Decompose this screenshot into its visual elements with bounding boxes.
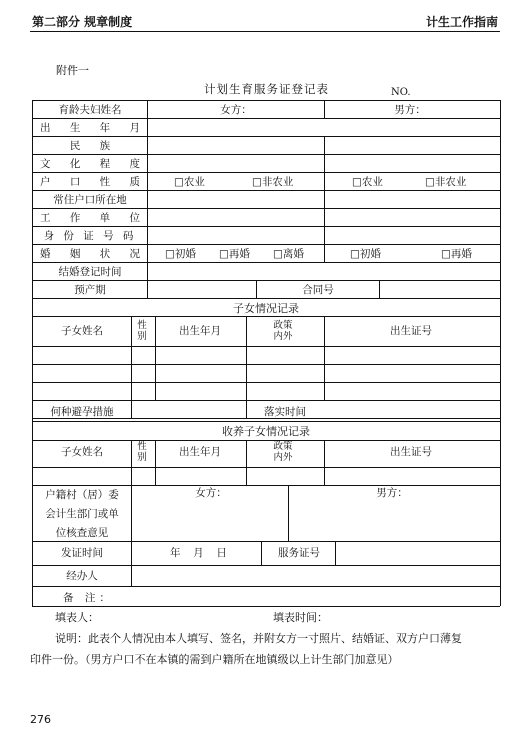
due-date-label: 预产期 [74, 284, 106, 296]
gender-header: 性别 [137, 320, 147, 343]
table-rule [155, 316, 156, 400]
wife-non-agri-option[interactable]: □非农业 [252, 176, 294, 188]
review-label-line-2: 会计生部门或单 [45, 508, 119, 520]
review-label-line-3: 位核查意见 [55, 527, 109, 539]
wife-divorced-option[interactable]: □离婚 [273, 248, 304, 260]
adopted-birth-date-header: 出生年月 [179, 446, 221, 458]
table-rule [32, 136, 500, 137]
table-rule [32, 280, 500, 281]
child-name-header: 子女姓名 [61, 325, 103, 337]
table-rule [256, 280, 257, 298]
ethnicity-label: 民 族 [69, 140, 119, 152]
service-number-label: 服务证号 [278, 547, 320, 559]
table-rule [32, 100, 500, 101]
table-rule [261, 541, 262, 565]
header-section: 第二部分 规章制度 [32, 15, 133, 29]
education-label: 文 化 程 度 [39, 158, 149, 170]
wife-first-marriage-option[interactable]: □初婚 [165, 248, 196, 260]
table-rule [32, 118, 500, 119]
table-rule [32, 262, 500, 263]
table-rule [379, 280, 380, 298]
table-rule [246, 316, 247, 418]
implemented-time-label: 落实时间 [264, 406, 306, 418]
birth-cert-header: 出生证号 [390, 325, 432, 337]
child-birth-date-header: 出生年月 [179, 325, 221, 337]
handler-label: 经办人 [66, 570, 98, 582]
husband-first-marriage-option[interactable]: □初婚 [350, 248, 381, 260]
running-header [30, 0, 500, 32]
table-rule [324, 100, 325, 118]
husband-non-agri-option[interactable]: □非农业 [425, 176, 467, 188]
table-rule [32, 400, 500, 401]
table-rule [32, 440, 500, 441]
table-rule [32, 418, 500, 419]
note-line-2: 印件一份。（男方户口不在本镇的需到户籍所在地镇级以上计生部门加意见） [30, 653, 399, 666]
policy-header: 政策内外 [273, 320, 293, 343]
table-rule [32, 467, 500, 468]
table-rule [32, 172, 500, 173]
wife-agri-option[interactable]: □农业 [174, 176, 205, 188]
table-rule [32, 485, 500, 486]
adopted-gender-header: 性别 [137, 441, 147, 464]
table-rule [32, 586, 500, 587]
issue-date-placeholder: 年 月 日 [170, 547, 229, 559]
table-rule [335, 541, 336, 565]
contract-number-label: 合同号 [302, 284, 334, 296]
table-rule [32, 382, 500, 383]
husband-agri-option[interactable]: □农业 [352, 176, 383, 188]
table-rule [288, 485, 289, 541]
serial-number-label: NO. [391, 87, 411, 98]
filler-label: 填表人： [55, 611, 99, 624]
table-rule [32, 316, 500, 317]
table-rule [32, 346, 500, 347]
table-rule [32, 100, 33, 606]
table-rule [32, 226, 500, 227]
table-rule [32, 244, 500, 245]
table-rule [246, 440, 247, 485]
review-wife-label: 女方： [195, 487, 227, 499]
table-rule [32, 190, 500, 191]
husband-label: 男方： [394, 104, 426, 116]
remarks-label: 备 注： [63, 592, 114, 604]
children-section-title: 子女情况记录 [233, 302, 299, 315]
adopted-child-name-header: 子女姓名 [61, 446, 103, 458]
table-rule [32, 298, 500, 299]
table-rule [32, 541, 500, 542]
page-number: 276 [30, 713, 51, 726]
table-rule [131, 485, 132, 586]
review-husband-label: 男方： [376, 487, 408, 499]
adopted-section-title: 收养子女情况记录 [222, 425, 310, 438]
adopted-policy-header: 政策内外 [273, 441, 293, 464]
table-rule [147, 280, 148, 298]
note-line-1: 说明：此表个人情况由本人填写、签名，并附女方一寸照片、结婚证、双方户口薄复 [55, 632, 462, 645]
table-rule [500, 100, 501, 606]
table-rule [32, 154, 500, 155]
work-unit-label: 工 作 单 位 [39, 212, 149, 224]
adopted-birth-cert-header: 出生证号 [390, 446, 432, 458]
husband-remarriage-option[interactable]: □再婚 [441, 248, 472, 260]
header-book-title: 计生工作指南 [425, 15, 498, 29]
residence-label: 常住户口所在地 [53, 194, 127, 206]
id-number-label: 身 份 证 号 码 [43, 230, 137, 242]
wife-remarriage-option[interactable]: □再婚 [219, 248, 250, 260]
review-label-line-1: 户籍村（居）委 [45, 489, 119, 501]
form-title: 计划生育服务证登记表 [204, 82, 329, 96]
table-rule [32, 364, 500, 365]
issue-time-label: 发证时间 [61, 547, 103, 559]
table-rule [131, 440, 132, 485]
table-rule [32, 565, 500, 566]
contraception-label: 何种避孕措施 [50, 406, 114, 418]
fill-time-label: 填表时间： [273, 611, 328, 624]
marital-status-label: 婚 姻 状 况 [39, 248, 149, 260]
table-rule [32, 208, 500, 209]
attachment-label: 附件一 [56, 64, 89, 77]
table-rule [324, 316, 325, 400]
table-rule [131, 316, 132, 418]
birth-date-label: 出 生 年 月 [39, 122, 149, 134]
hukou-type-label: 户 口 性 质 [39, 176, 149, 188]
table-rule [324, 136, 325, 262]
table-rule [32, 421, 500, 422]
table-rule [155, 440, 156, 485]
table-rule [32, 606, 500, 607]
couple-names-label: 育龄夫妇姓名 [58, 104, 122, 116]
marriage-date-label: 结婚登记时间 [58, 266, 122, 278]
table-rule [324, 440, 325, 485]
wife-label: 女方： [220, 104, 252, 116]
